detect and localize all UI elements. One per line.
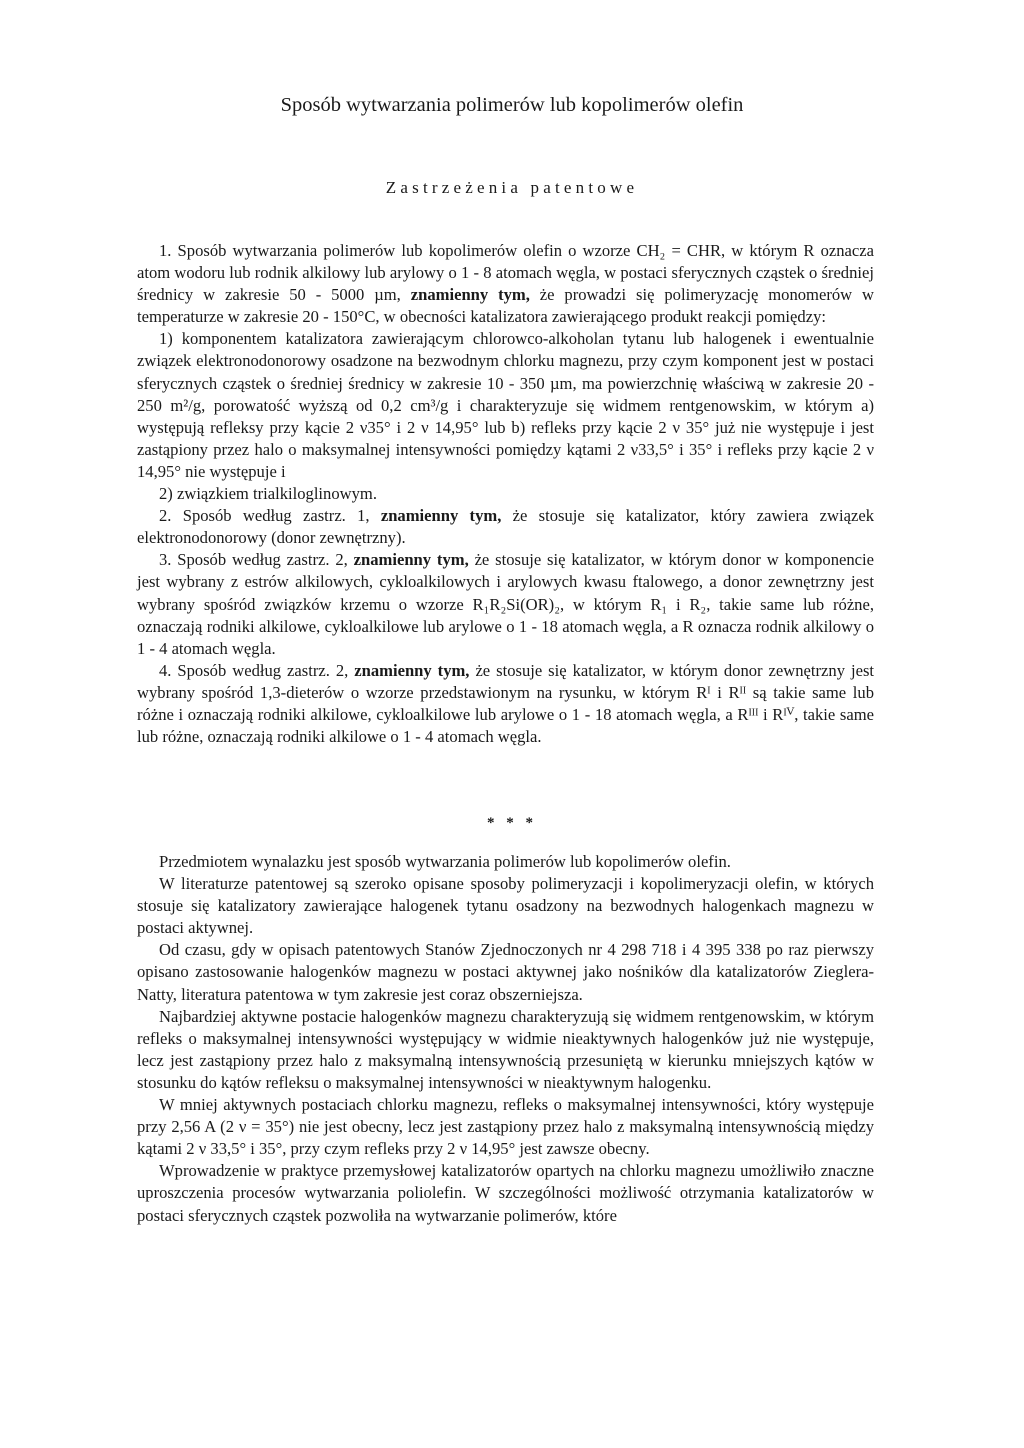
page-title: Sposób wytwarzania polimerów lub kopolimerów olefin — [280, 94, 744, 116]
description-section — [137, 851, 874, 1227]
claim-1 — [137, 240, 874, 328]
section-heading: Zastrzeżenia patentowe — [385, 178, 639, 197]
claim-1-intro: 1. Sposób wytwarzania polimerów lub kopolimerów olefin o wzorze CH₂ = CHR, w którym R oznacza atom wodoru lub rodnik alkilowy lub arylowy o 1 - 8 atomach węgla, w postaci sferycznych cząstek o średniej średnicy w zakresie 50 - 5000 µm, — [137, 241, 874, 305]
claim-1-rest: że prowadzi się polimeryzację monomerów w temperaturze w zakresie 20 - 150°C, w obecności katalizatora zawierającego produkt reakcji pomiędzy: — [137, 285, 875, 327]
claim-4-intro: 4. Sposób według zastrz. 2, — [159, 660, 349, 680]
claim-3 — [137, 549, 874, 659]
claim-3-rest: że stosuje się katalizator, w którym donor w komponencie jest wybrany z estrów alkilowych, cykloalkilowych i arylowych kwasu ftalowego, a donor zewnętrzny jest wybrany spośród związków krzemu o wzorze R₁R₂Si(OR)₂, w którym R₁ i R₂, takie same lub różne, oznaczają rodniki alkilowe, cykloalkilowe lub arylowe o 1 - 18 atomach węgla, a R oznacza rodnik alkilowy o 1 - 4 atomach węgla. — [137, 550, 875, 658]
claim-2-rest: że stosuje się katalizator, który zawiera związek elektronodonorowy (donor zewnętrzny). — [137, 506, 874, 548]
description-paragraph: W literaturze patentowej są szeroko opisane sposoby polimeryzacji i kopolimeryzacji olefin, w których stosuje się katalizatory zawierające halogenek tytanu osadzony na bezwodnych halogenkach magnezu w postaci aktywnej. — [137, 874, 874, 938]
description-paragraph: W mniej aktywnych postaciach chlorku magnezu, refleks o maksymalnej intensywności, który występuje przy 2,56 A (2 ν = 35°) nie jest obecny, lecz jest zastąpiony przez halo z maksymalną intensywnością między kątami 2 ν 33,5° i 35°, przy czym refleks przy 2 ν 14,95° jest zawsze obecny. — [137, 1095, 874, 1159]
claim-1-item-1: 1) komponentem katalizatora zawierającym chlorowco-alkoholan tytanu lub halogenek i ewentualnie związek elektronodonorowy osadzone na bezwodnym chlorku magnezu, przy czym komponent jest w postaci sferycznych cząstek o średniej średnicy w zakresie 10 - 350 µm, ma powierzchnię właściwą w zakresie 20 - 250 m²/g, porowatość wyższą od 0,2 cm³/g i charakteryzuje się widmem rentgenowskim, w którym a) występują refleksy przy kącie 2 ν35° i 2 ν 14,95° lub b) refleks przy kącie 2 ν 35° już nie występuje i jest zastąpiony przez halo o maksymalnej intensywności pomiędzy kątami 2 ν33,5° i 35° i refleks przy kącie 2 ν 14,95° nie występuje i — [137, 329, 874, 481]
description-paragraph: Wprowadzenie w praktyce przemysłowej katalizatorów opartych na chlorku magnezu umożliwiło znaczne uproszczenia procesów wytwarzania poliolefin. W szczególności możliwość otrzymania katalizatorów w postaci sferycznych cząstek pozwoliła na wytwarzanie polimerów, które — [137, 1161, 874, 1225]
claim-4-bold: znamienny tym, — [354, 660, 470, 680]
claim-4 — [137, 660, 874, 748]
description-paragraph: Od czasu, gdy w opisach patentowych Stanów Zjednoczonych nr 4 298 718 i 4 395 338 po raz pierwszy opisano zastosowanie halogenków magnezu w postaci aktywnej jako nośników dla katalizatorów Zieglera-Natty, literatura patentowa w tym zakresie jest coraz obszerniejsza. — [137, 940, 874, 1004]
claim-1-bold: znamienny tym, — [410, 285, 530, 305]
claims-section — [137, 240, 874, 748]
claim-1-item-2: 2) związkiem trialkiloglinowym. — [159, 484, 377, 504]
claim-4-rest: że stosuje się katalizator, w którym donor zewnętrzny jest wybrany spośród 1,3-dieterów o wzorze przedstawionym na rysunku, w którym Rᴵ i Rᴵᴵ są takie same lub różne i oznaczają rodniki alkilowe, cykloalkilowe lub arylowe o 1 - 18 atomach węgla, a Rᴵᴵᴵ i Rᴵⱽ, takie same lub różne, oznaczają rodniki alkilowe o 1 - 4 atomach węgla. — [137, 660, 875, 747]
claim-2 — [137, 505, 874, 549]
claim-3-bold: znamienny tym, — [353, 550, 469, 570]
claim-2-bold: znamienny tym, — [380, 506, 502, 526]
claim-3-intro: 3. Sposób według zastrz. 2, — [159, 550, 348, 570]
description-paragraph: Przedmiotem wynalazku jest sposób wytwarzania polimerów lub kopolimerów olefin. — [159, 852, 731, 871]
description-paragraph: Najbardziej aktywne postacie halogenków magnezu charakteryzują się widmem rentgenowskim, w którym refleks o maksymalnej intensywności występujący w widmie nieaktywnych halogenków już nie występuje, lecz jest zastąpiony przez halo z maksymalną intensywnością przesuniętą w kierunku mniejszych kątów w stosunku do kątów refleksu o maksymalnej intensywności w nieaktywnym halogenku. — [137, 1006, 874, 1092]
claim-2-intro: 2. Sposób według zastrz. 1, — [159, 506, 370, 526]
section-separator: * * * — [487, 815, 537, 831]
